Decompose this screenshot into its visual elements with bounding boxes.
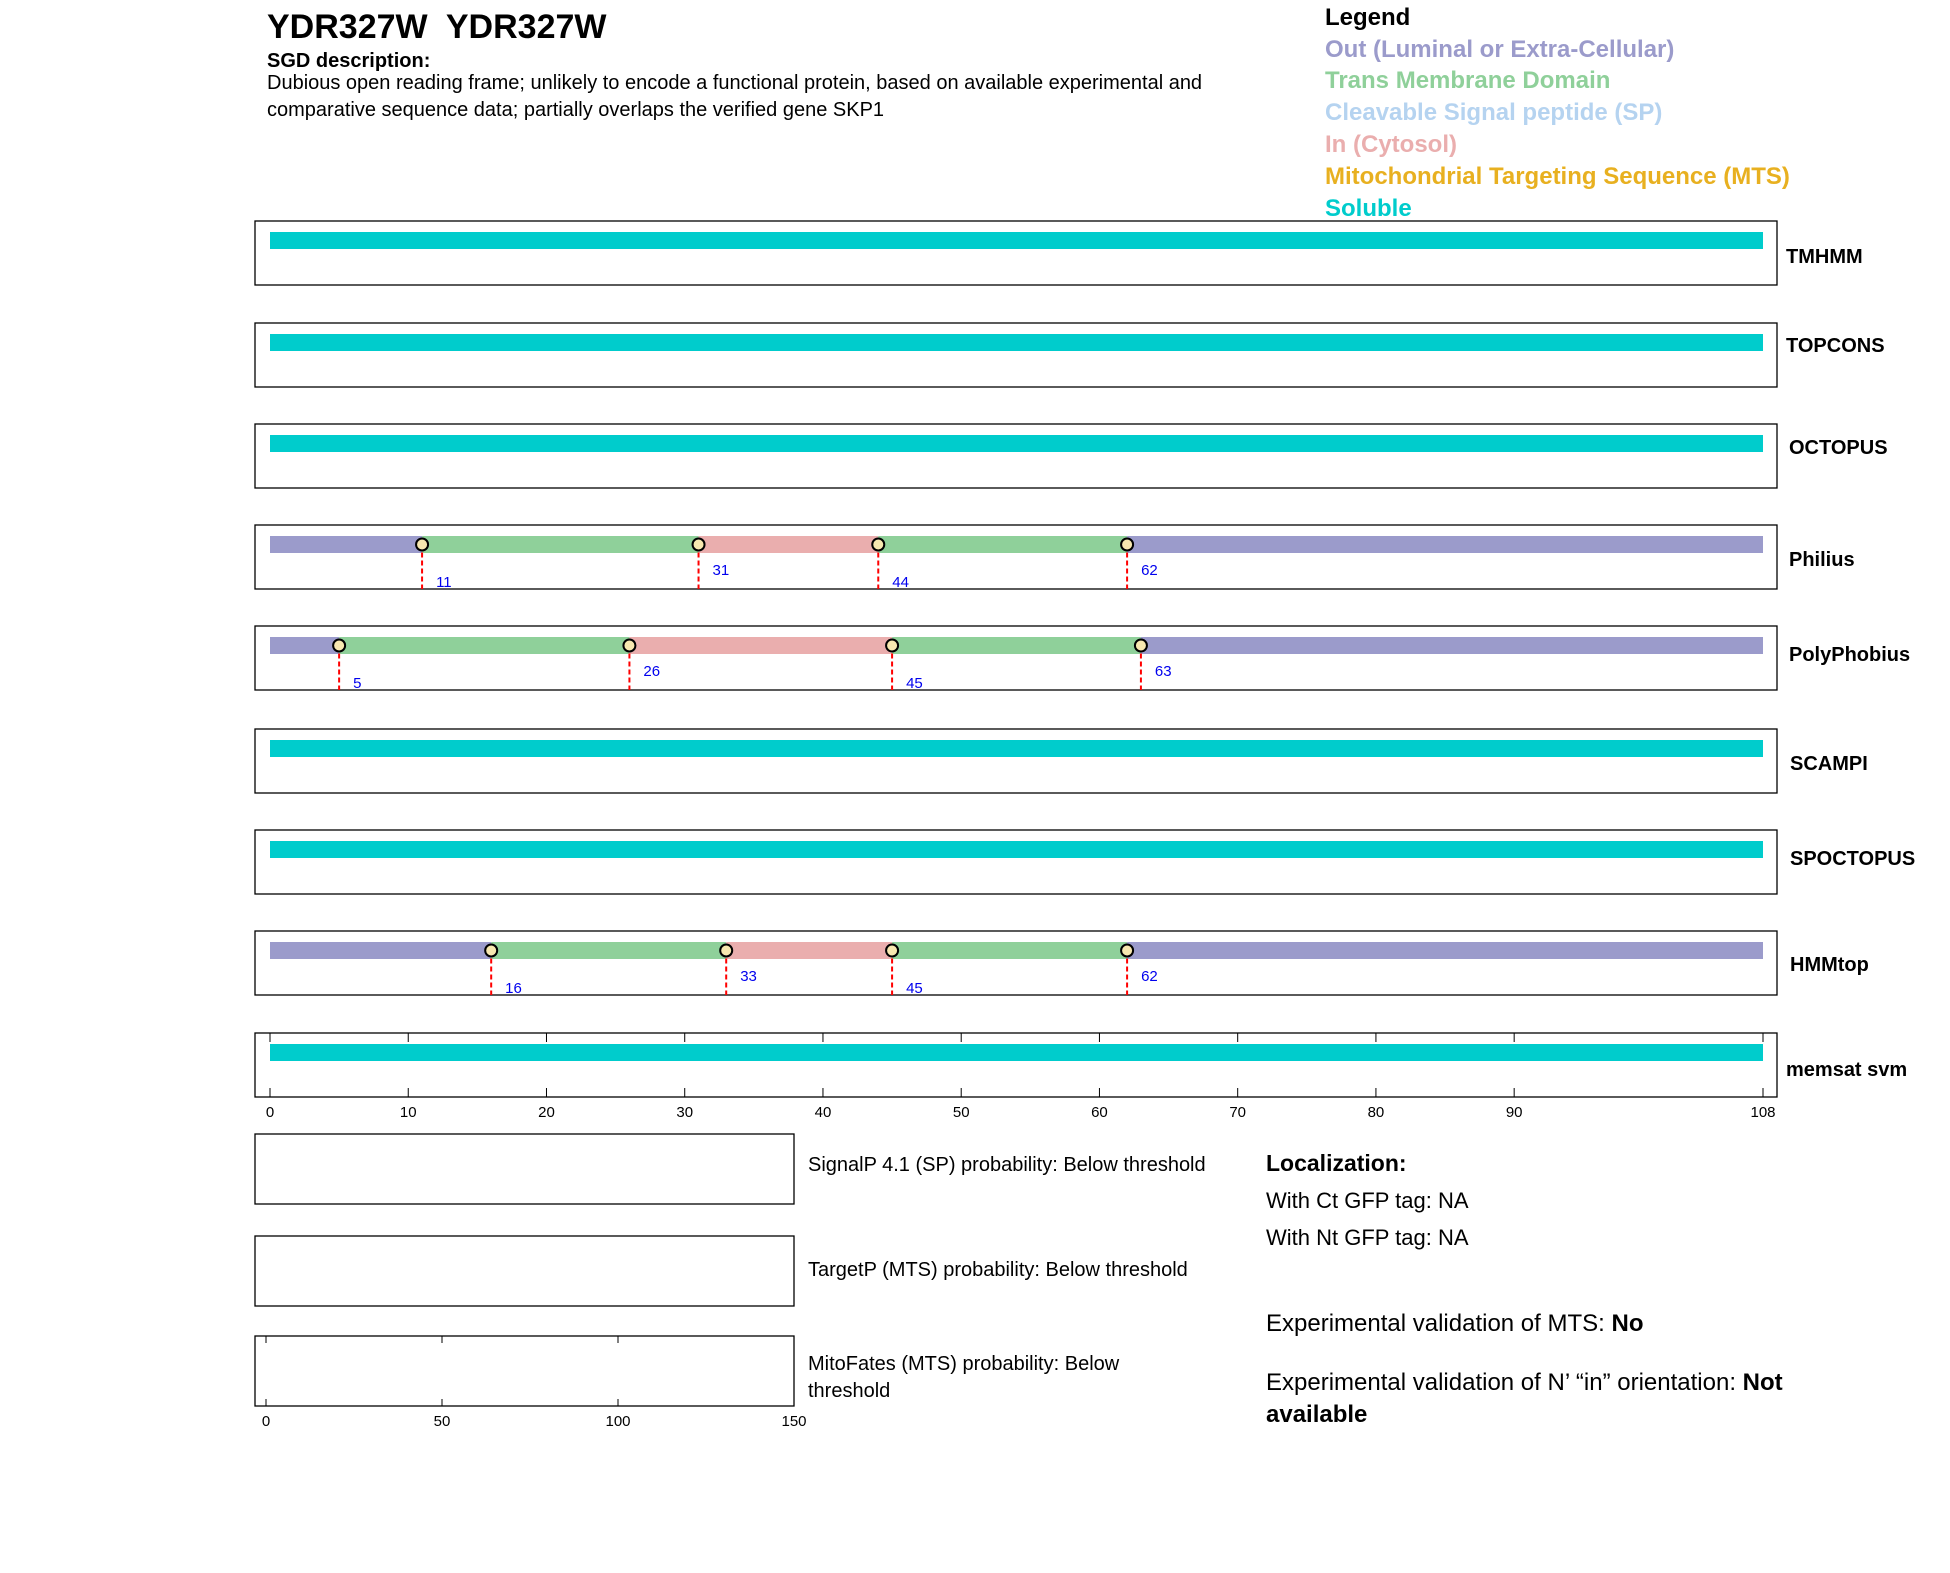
- x-tick-label: 20: [538, 1104, 555, 1121]
- track-name: Philius: [1789, 549, 1855, 571]
- prob-tick-label: 100: [605, 1413, 631, 1430]
- x-tick-label: 108: [1750, 1104, 1776, 1121]
- track-name: PolyPhobius: [1789, 644, 1911, 666]
- track-box: [255, 626, 1777, 690]
- exp-validation-nin: [1266, 1367, 1826, 1431]
- track-name: TOPCONS: [1786, 335, 1885, 357]
- exp-validation-mts: [1266, 1308, 1826, 1340]
- signalp-probability-label: SignalP 4.1 (SP) probability: Below threshold: [808, 1154, 1206, 1176]
- track-segment-tm: [892, 942, 1127, 959]
- boundary-marker: [1121, 945, 1133, 957]
- boundary-label: 11: [436, 574, 452, 591]
- boundary-label: 45: [906, 980, 923, 997]
- track-name: memsat svm: [1786, 1059, 1908, 1081]
- legend-item: Mitochondrial Targeting Sequence (MTS): [1325, 163, 1790, 190]
- boundary-label: 45: [906, 675, 923, 692]
- track-segment-out: [1141, 637, 1763, 654]
- track-box: [255, 221, 1777, 285]
- legend-item: Out (Luminal or Extra-Cellular): [1325, 36, 1675, 63]
- exp-validation-nin-label: Experimental validation of N’ “in” orientation:: [1266, 1369, 1743, 1396]
- track-segment-soluble: [270, 1044, 1763, 1061]
- track-segment-out: [270, 942, 491, 959]
- boundary-marker: [872, 539, 884, 551]
- x-tick-label: 90: [1505, 1104, 1523, 1121]
- x-tick-label: 80: [1367, 1104, 1385, 1121]
- boundary-marker: [1121, 539, 1133, 551]
- track-segment-in: [629, 637, 892, 654]
- track-name: HMMtop: [1790, 954, 1869, 976]
- exp-validation-mts-label: Experimental validation of MTS:: [1266, 1310, 1612, 1337]
- localization-ct: With Ct GFP tag: NA: [1266, 1188, 1469, 1213]
- boundary-label: 16: [505, 980, 522, 997]
- track-name: SPOCTOPUS: [1790, 848, 1916, 870]
- boundary-label: 44: [892, 574, 909, 591]
- boundary-marker: [693, 539, 705, 551]
- track-box: [255, 424, 1777, 488]
- boundary-marker: [623, 640, 635, 652]
- boundary-marker: [485, 945, 497, 957]
- boundary-label: 26: [643, 663, 661, 680]
- sgd-description-text: Dubious open reading frame; unlikely to encode a functional protein, based on available experimental and comparative sequence data; partially overlaps the verified gene SKP1: [267, 72, 1203, 121]
- boundary-label: 33: [740, 968, 757, 985]
- exp-validation-mts-value: No: [1611, 1310, 1644, 1337]
- prob-tick-label: 50: [433, 1413, 451, 1430]
- x-tick-label: 30: [676, 1104, 694, 1121]
- x-tick-label: 40: [814, 1104, 832, 1121]
- track-box: [255, 1033, 1777, 1097]
- track-segment-tm: [878, 536, 1127, 553]
- track-box: [255, 830, 1777, 894]
- track-segment-tm: [339, 637, 629, 654]
- mitofates-probability-label: MitoFates (MTS) probability: Below threshold: [808, 1353, 1120, 1402]
- boundary-marker: [720, 945, 732, 957]
- track-segment-out: [1127, 942, 1763, 959]
- x-tick-label: 70: [1229, 1104, 1247, 1121]
- boundary-marker: [333, 640, 345, 652]
- localization-nt: With Nt GFP tag: NA: [1266, 1225, 1469, 1250]
- legend-item: Trans Membrane Domain: [1325, 67, 1611, 94]
- track-segment-soluble: [270, 841, 1763, 858]
- boundary-marker: [416, 539, 428, 551]
- track-box: [255, 525, 1777, 589]
- legend-item: Soluble: [1325, 195, 1412, 222]
- x-tick-label: 10: [399, 1104, 417, 1121]
- sgd-description-label: SGD description:: [267, 50, 431, 72]
- track-segment-soluble: [270, 435, 1763, 452]
- track-segment-tm: [892, 637, 1141, 654]
- boundary-label: 31: [712, 562, 730, 579]
- probability-box: [255, 1134, 794, 1204]
- x-tick-label: 50: [952, 1104, 970, 1121]
- prob-tick-label: 150: [781, 1413, 807, 1430]
- boundary-marker: [886, 640, 898, 652]
- track-box: [255, 323, 1777, 387]
- prob-tick-label: 0: [261, 1413, 271, 1430]
- track-name: SCAMPI: [1790, 753, 1868, 775]
- track-name: TMHMM: [1786, 246, 1863, 268]
- boundary-label: 63: [1154, 663, 1172, 680]
- boundary-label: 5: [353, 675, 362, 692]
- track-name: OCTOPUS: [1789, 437, 1888, 459]
- targetp-probability-label: TargetP (MTS) probability: Below threshold: [808, 1259, 1188, 1281]
- track-segment-soluble: [270, 232, 1763, 249]
- track-segment-tm: [491, 942, 726, 959]
- localization-title: Localization:: [1266, 1150, 1407, 1176]
- boundary-marker: [1135, 640, 1147, 652]
- track-segment-soluble: [270, 740, 1763, 757]
- x-tick-label: 60: [1091, 1104, 1108, 1121]
- track-segment-tm: [422, 536, 698, 553]
- track-box: [255, 931, 1777, 995]
- track-box: [255, 729, 1777, 793]
- track-segment-in: [726, 942, 892, 959]
- track-segment-out: [270, 536, 422, 553]
- exp-validation-nin-value: Not available: [1266, 1369, 1783, 1428]
- boundary-label: 62: [1141, 968, 1158, 985]
- track-segment-in: [699, 536, 879, 553]
- legend-item: Cleavable Signal peptide (SP): [1325, 99, 1663, 126]
- x-tick-label: 0: [265, 1104, 275, 1121]
- legend-title: Legend: [1325, 4, 1411, 31]
- boundary-marker: [886, 945, 898, 957]
- track-segment-soluble: [270, 334, 1763, 351]
- track-segment-out: [270, 637, 339, 654]
- legend-item: In (Cytosol): [1325, 131, 1457, 158]
- page-title: YDR327W YDR327W: [267, 8, 607, 46]
- track-segment-out: [1127, 536, 1763, 553]
- probability-box: [255, 1336, 794, 1406]
- probability-box: [255, 1236, 794, 1306]
- boundary-label: 62: [1141, 562, 1158, 579]
